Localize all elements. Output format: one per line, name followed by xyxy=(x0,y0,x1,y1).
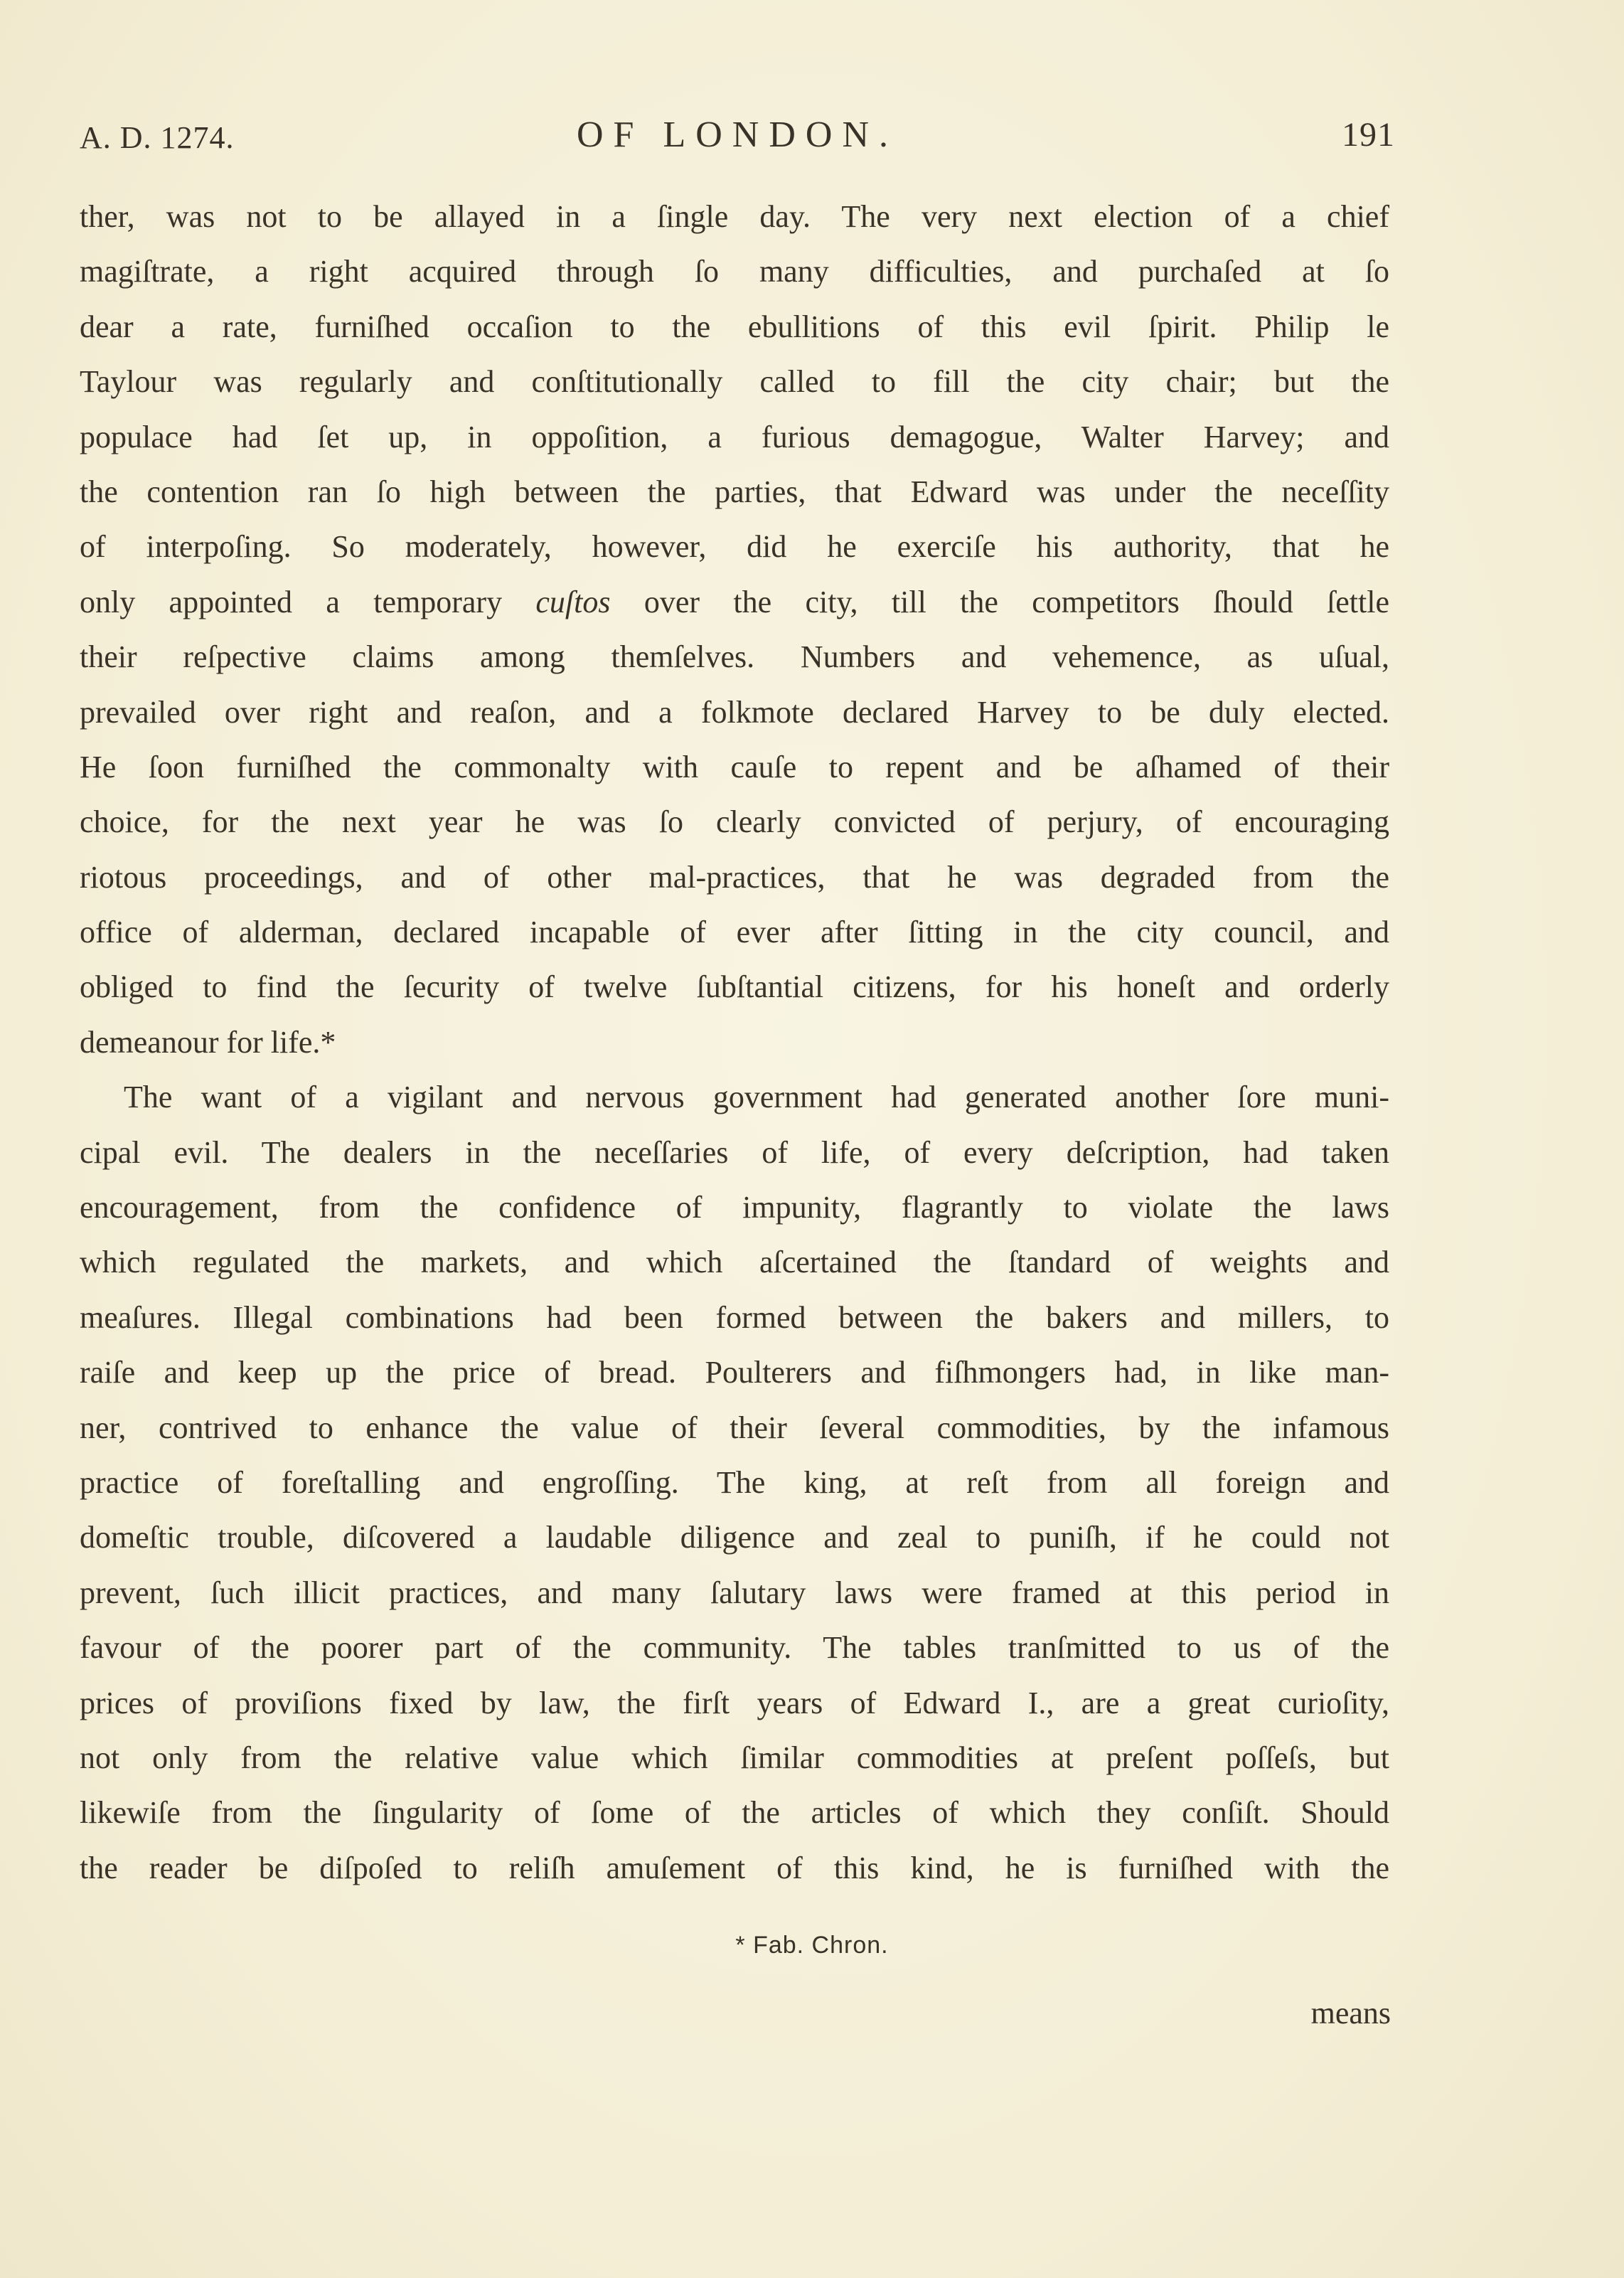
text-line: He ſoon furniſhed the commonalty with cauſe to repent and be aſhamed of their xyxy=(80,749,1389,784)
text-line: magiſtrate, a right acquired through ſo many difficulties, and purchaſed at ſo xyxy=(80,254,1389,289)
text-line: the contention ran ſo high between the parties, that Edward was under the neceſſity xyxy=(80,474,1389,509)
text-line: their reſpective claims among themſelves. Numbers and vehemence, as uſual, xyxy=(80,639,1389,675)
text-line: ner, contrived to enhance the value of their ſeveral commodities, by the infamous xyxy=(80,1410,1389,1445)
body-text xyxy=(80,189,1389,1895)
text-line: prevailed over right and reaſon, and a folkmote declared Harvey to be duly elected. xyxy=(80,694,1389,730)
text-line: prevent, ſuch illicit practices, and many ſalutary laws were framed at this period in xyxy=(80,1575,1389,1610)
catchword: means xyxy=(1310,1996,1391,2030)
text-line: which regulated the markets, and which aſcertained the ſtandard of weights and xyxy=(80,1245,1389,1280)
text-line: ther, was not to be allayed in a ſingle day. The very next election of a chief xyxy=(80,199,1389,234)
text-line: dear a rate, furniſhed occaſion to the ebullitions of this evil ſpirit. Philip le xyxy=(80,309,1389,344)
text-line: raiſe and keep up the price of bread. Poulterers and fiſhmongers had, in like man- xyxy=(80,1355,1389,1390)
footnote: * Fab. Chron. xyxy=(735,1932,889,1959)
text-line: domeſtic trouble, diſcovered a laudable diligence and zeal to puniſh, if he could not xyxy=(80,1520,1389,1555)
text-line: populace had ſet up, in oppoſition, a furious demagogue, Walter Harvey; and xyxy=(80,419,1389,454)
text-line: obliged to find the ſecurity of twelve ſubſtantial citizens, for his honeſt and orderly xyxy=(80,969,1389,1005)
text-line: practice of foreſtalling and engroſſing. The king, at reſt from all foreign and xyxy=(80,1464,1389,1500)
text-line: demeanour for life.* xyxy=(80,1024,336,1060)
text-line: likewiſe from the ſingularity of ſome of the articles of which they conſiſt. Should xyxy=(80,1795,1389,1831)
text-line: encouragement, from the confidence of impunity, flagrantly to violate the laws xyxy=(80,1190,1389,1225)
running-header xyxy=(80,107,1395,164)
text-line: prices of proviſions fixed by law, the firſt years of Edward I., are a great curioſity, xyxy=(80,1685,1389,1720)
text-line: favour of the poorer part of the community. The tables tranſmitted to us of the xyxy=(80,1630,1389,1666)
text-line: Taylour was regularly and conſtitutionally called to fill the city chair; but the xyxy=(80,364,1389,400)
page-number: 191 xyxy=(1342,116,1395,154)
text-line: of interpoſing. So moderately, however, did he exerciſe his authority, that he xyxy=(80,529,1389,565)
text-line: meaſures. Illegal combinations had been formed between the bakers and millers, to xyxy=(80,1299,1389,1335)
header-year: A. D. 1274. xyxy=(80,120,235,155)
text-line: choice, for the next year he was ſo clearly convicted of perjury, of encouraging xyxy=(80,804,1389,840)
text-line: cipal evil. The dealers in the neceſſaries of life, of every deſcription, had taken xyxy=(80,1134,1389,1170)
text-line: riotous proceedings, and of other mal-practices, that he was degraded from the xyxy=(80,859,1389,895)
paragraph-2 xyxy=(80,1070,1389,1895)
italic-term: cuſtos xyxy=(535,584,611,619)
text-line: only appointed a temporary cuſtos over the city, till the competitors ſhould ſettle xyxy=(80,584,1389,619)
paragraph-1 xyxy=(80,189,1389,1070)
text-line: not only from the relative value which ſimilar commodities at preſent poſſeſs, but xyxy=(80,1740,1389,1775)
header-title: OF LONDON. xyxy=(577,115,898,155)
text-line: office of alderman, declared incapable of ever after ſitting in the city council, and xyxy=(80,915,1389,950)
text-line: The want of a vigilant and nervous government had generated another ſore muni- xyxy=(124,1080,1389,1115)
text-line: the reader be diſpoſed to reliſh amuſement of this kind, he is furniſhed with the xyxy=(80,1850,1389,1885)
